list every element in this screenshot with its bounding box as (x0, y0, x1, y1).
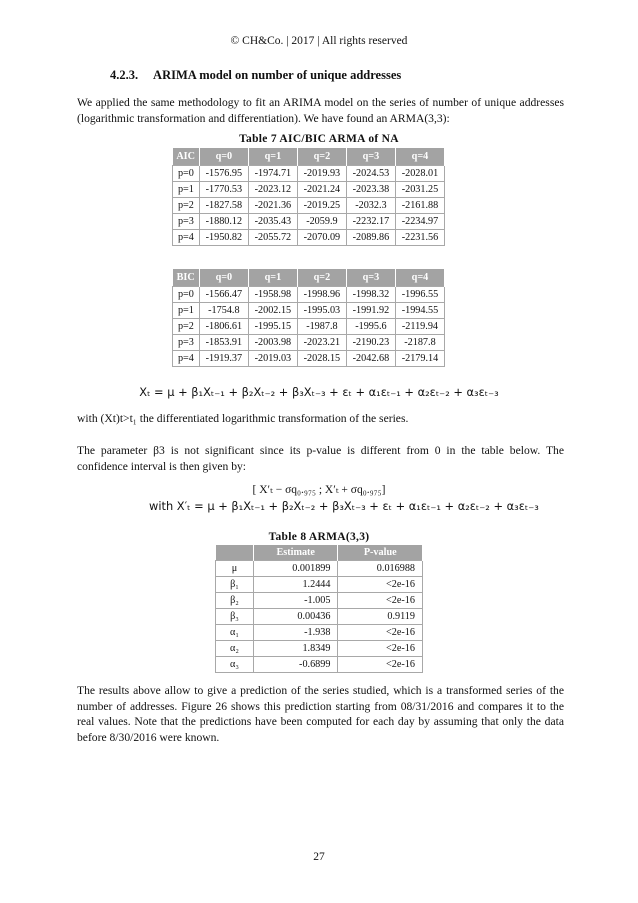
table-row (173, 335, 445, 351)
row-label: β₃ (216, 609, 254, 625)
table-cell: -2161.88 (395, 198, 444, 214)
table-cell: -2031.25 (395, 182, 444, 198)
table-cell: -2187.8 (395, 335, 444, 351)
page-header: © CH&Co. | 2017 | All rights reserved (230, 35, 408, 47)
table-cell: 0.001899 (253, 561, 338, 577)
table-cell: 1.2444 (253, 577, 338, 593)
table-cell: -1987.8 (297, 319, 346, 335)
aic-table (172, 148, 445, 246)
table-cell: 1.8349 (253, 641, 338, 657)
with-text: with (Xt)t>t₁ the differentiated logarithmic transformation of the series. (77, 412, 409, 425)
table-cell: -2042.68 (346, 351, 395, 367)
table-row (216, 561, 423, 577)
table-cell: -1.938 (253, 625, 338, 641)
row-label: p=0 (173, 166, 200, 182)
table-row (216, 625, 423, 641)
table-cell: -1998.96 (297, 287, 346, 303)
table-row (173, 303, 445, 319)
table-header-cell: q=4 (395, 148, 444, 166)
table-cell: -0.6899 (253, 657, 338, 673)
table-cell: -1996.55 (395, 287, 444, 303)
table-cell: -1566.47 (199, 287, 248, 303)
table-cell: -2070.09 (297, 230, 346, 246)
table-cell: -1853.91 (199, 335, 248, 351)
row-label: β₁ (216, 577, 254, 593)
table-row (173, 214, 445, 230)
table-cell: <2e-16 (338, 625, 423, 641)
table-cell: -2231.56 (395, 230, 444, 246)
table-cell: -2021.24 (297, 182, 346, 198)
intro-paragraph: We applied the same methodology to fit an ARIMA model on the series of number of unique addresses (logarithmic transformation and differentiation). We have found an ARMA(3,3): (77, 96, 564, 125)
table-header-cell: P-value (338, 545, 423, 561)
table-cell: -1827.58 (199, 198, 248, 214)
table-cell: -1998.32 (346, 287, 395, 303)
table-cell: -1806.61 (199, 319, 248, 335)
bic-table (172, 269, 445, 367)
row-label: p=0 (173, 287, 200, 303)
table7-caption: Table 7 AIC/BIC ARMA of NA (239, 133, 399, 145)
row-label: μ (216, 561, 254, 577)
table-cell: -2019.03 (248, 351, 297, 367)
table-cell: <2e-16 (338, 641, 423, 657)
table-cell: -2019.93 (297, 166, 346, 182)
row-label: p=2 (173, 319, 200, 335)
confidence-interval: [ X′ₜ − σq₀.₉₇₅ ; X′ₜ + σq₀.₉₇₅] (252, 484, 386, 496)
arma33-table (215, 545, 423, 673)
table-cell: -1.005 (253, 593, 338, 609)
table-cell: -2028.15 (297, 351, 346, 367)
table-cell: -2119.94 (395, 319, 444, 335)
conclusion-paragraph: The results above allow to give a prediction of the series studied, which is a transformed series of the number of addresses. Figure 26 shows this prediction starting from 08/31/2016 and compares it to the real values. Note that the predictions have been computed for each day by assuming that only the data before 8/30/2016 were known. (77, 684, 564, 744)
table-header-cell: Estimate (253, 545, 338, 561)
table-row (173, 182, 445, 198)
table-cell: -1995.03 (297, 303, 346, 319)
table-row (173, 230, 445, 246)
table-header-cell (216, 545, 254, 561)
table-cell: 0.00436 (253, 609, 338, 625)
row-label: p=2 (173, 198, 200, 214)
table-cell: -2023.12 (248, 182, 297, 198)
page-number: 27 (313, 851, 325, 863)
table-cell: -2019.25 (297, 198, 346, 214)
prediction-equation: with X′ₜ = μ + β₁Xₜ₋₁ + β₂Xₜ₋₂ + β₃Xₜ₋₃ + εₜ + α₁εₜ₋₁ + α₂εₜ₋₂ + α₃εₜ₋₃ (149, 499, 539, 513)
row-label: p=3 (173, 214, 200, 230)
row-label: α₂ (216, 641, 254, 657)
table-cell: <2e-16 (338, 577, 423, 593)
table-header-cell: q=3 (346, 269, 395, 287)
table-cell: -1995.15 (248, 319, 297, 335)
table-row (173, 198, 445, 214)
table-header-cell: q=1 (248, 269, 297, 287)
table-cell: -2179.14 (395, 351, 444, 367)
table-cell: -1754.8 (199, 303, 248, 319)
table-cell: -2089.86 (346, 230, 395, 246)
row-label: p=4 (173, 230, 200, 246)
table-row (216, 641, 423, 657)
table-cell: <2e-16 (338, 657, 423, 673)
table-cell: -1770.53 (199, 182, 248, 198)
table-cell: -2003.98 (248, 335, 297, 351)
table-row (216, 593, 423, 609)
table-header-cell: q=0 (199, 148, 248, 166)
table-header-cell: q=0 (199, 269, 248, 287)
table-row (173, 166, 445, 182)
row-label: α₃ (216, 657, 254, 673)
table-cell: -1919.37 (199, 351, 248, 367)
row-label: α₁ (216, 625, 254, 641)
table-row (173, 319, 445, 335)
table-cell: -2032.3 (346, 198, 395, 214)
table-row (216, 609, 423, 625)
row-label: β₂ (216, 593, 254, 609)
table-cell: -2028.01 (395, 166, 444, 182)
table-cell: 0.016988 (338, 561, 423, 577)
table-cell: -1958.98 (248, 287, 297, 303)
table-row (216, 657, 423, 673)
table-cell: 0.9119 (338, 609, 423, 625)
table-header-cell: q=4 (395, 269, 444, 287)
row-label: p=3 (173, 335, 200, 351)
table-cell: <2e-16 (338, 593, 423, 609)
table-cell: -2021.36 (248, 198, 297, 214)
table-cell: -1950.82 (199, 230, 248, 246)
row-label: p=4 (173, 351, 200, 367)
parameter-paragraph: The parameter β3 is not significant since its p-value is different from 0 in the table below. The confidence interval is then given by: (77, 444, 564, 473)
table-cell: -1991.92 (346, 303, 395, 319)
table-cell: -1576.95 (199, 166, 248, 182)
arma-equation: Xₜ = μ + β₁Xₜ₋₁ + β₂Xₜ₋₂ + β₃Xₜ₋₃ + εₜ + α₁εₜ₋₁ + α₂εₜ₋₂ + α₃εₜ₋₃ (139, 385, 499, 399)
table-cell: -2035.43 (248, 214, 297, 230)
table-header-cell: q=2 (297, 148, 346, 166)
table-header-cell: AIC (173, 148, 200, 166)
table-cell: -1880.12 (199, 214, 248, 230)
table-row (173, 351, 445, 367)
row-label: p=1 (173, 182, 200, 198)
table-cell: -2023.21 (297, 335, 346, 351)
table-cell: -2234.97 (395, 214, 444, 230)
table-cell: -1974.71 (248, 166, 297, 182)
table-cell: -1994.55 (395, 303, 444, 319)
table-cell: -2190.23 (346, 335, 395, 351)
table-header-cell: q=1 (248, 148, 297, 166)
table-cell: -2023.38 (346, 182, 395, 198)
table-header-cell: BIC (173, 269, 200, 287)
table-cell: -2059.9 (297, 214, 346, 230)
row-label: p=1 (173, 303, 200, 319)
table-cell: -2024.53 (346, 166, 395, 182)
table8-caption: Table 8 ARMA(3,3) (268, 531, 370, 543)
table-cell: -1995.6 (346, 319, 395, 335)
table-cell: -2055.72 (248, 230, 297, 246)
table-header-cell: q=2 (297, 269, 346, 287)
table-cell: -2232.17 (346, 214, 395, 230)
table-cell: -2002.15 (248, 303, 297, 319)
table-header-cell: q=3 (346, 148, 395, 166)
section-title: 4.2.3. ARIMA model on number of unique addresses (110, 68, 402, 82)
table-row (173, 287, 445, 303)
table-row (216, 577, 423, 593)
